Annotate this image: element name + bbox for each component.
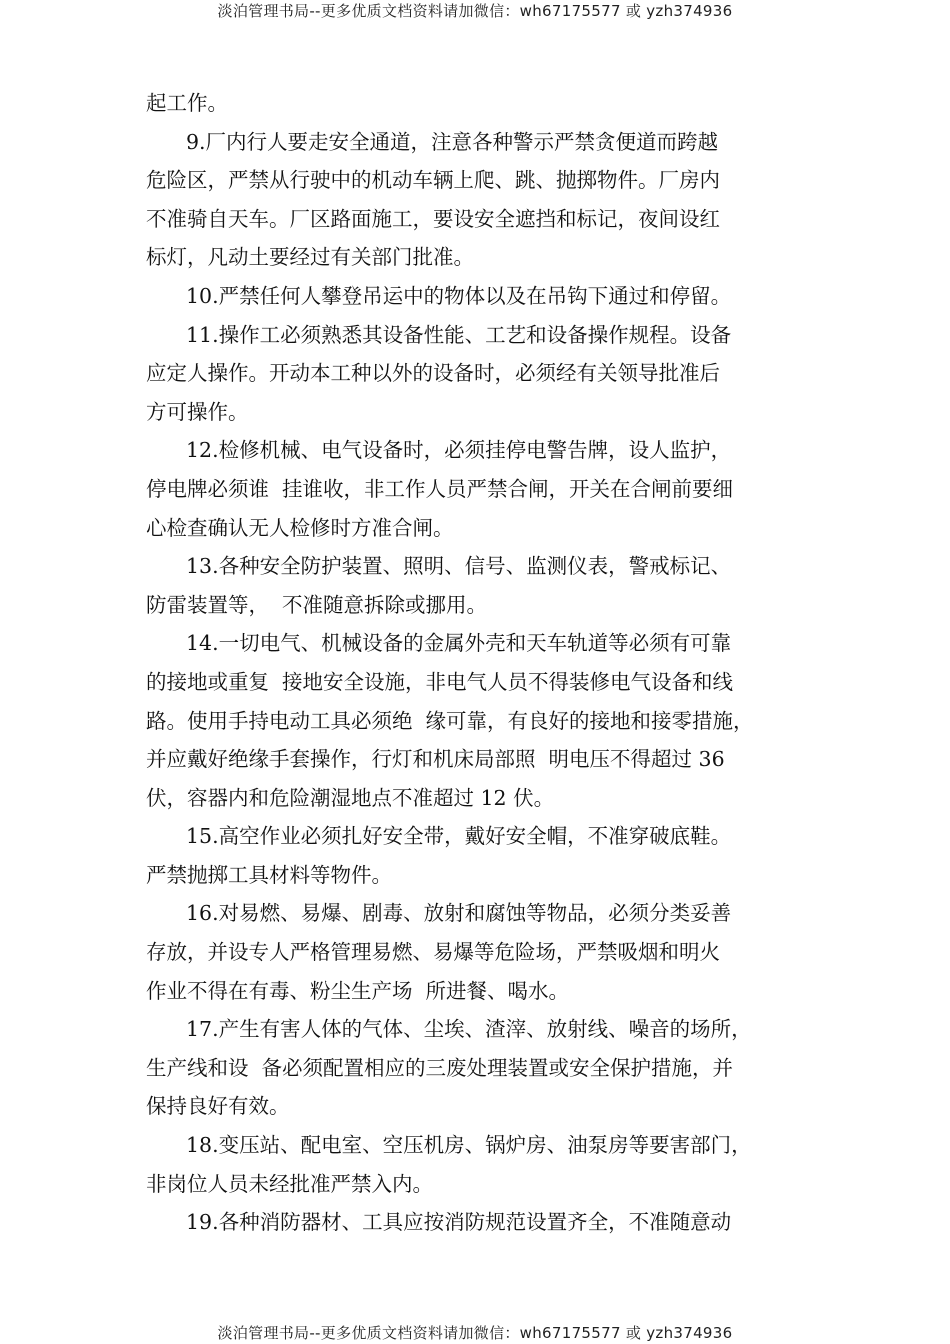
text-line: 停电牌必须谁 挂谁收，非工作人员严禁合闸，开关在合闸前要细 [146,476,734,501]
text-line: 13.各种安全防护装置、照明、信号、监测仪表，警戒标记、 [186,554,732,579]
text-line: 严禁抛掷工具材料等物件。 [146,862,392,887]
document-body [146,84,806,1242]
text-line: 10.严禁任何人攀登吊运中的物体以及在吊钩下通过和停留。 [186,283,732,308]
text-line: 并应戴好绝缘手套操作，行灯和机床局部照 明电压不得超过 36 [146,747,725,772]
text-line: 9.厂内行人要走安全通道，注意各种警示严禁贪便道而跨越 [186,129,719,154]
text-line: 起工作。 [146,91,228,115]
page-header: 淡泊管理书局--更多优质文档资料请加微信：wh67175577 或 yzh374936 [217,2,733,20]
text-line: 的接地或重复 接地安全设施，非电气人员不得装修电气设备和线 [146,669,734,694]
text-line: 危险区，严禁从行驶中的机动车辆上爬、跳、抛掷物件。厂房内 [146,168,720,193]
page-footer: 淡泊管理书局--更多优质文档资料请加微信：wh67175577 或 yzh374936 [217,1324,733,1342]
text-line: 14.一切电气、机械设备的金属外壳和天车轨道等必须有可靠 [186,631,732,656]
text-line: 17.产生有害人体的气体、尘埃、渣滓、放射线、噪音的场所， [186,1017,752,1042]
text-line: 非岗位人员未经批准严禁入内。 [146,1171,433,1196]
text-line: 12.检修机械、电气设备时，必须挂停电警告牌，设人监护， [186,438,732,463]
text-line: 作业不得在有毒、粉尘生产场 所进餐、喝水。 [146,978,570,1003]
text-line: 标灯，凡动土要经过有关部门批准。 [146,245,474,270]
text-line: 方可操作。 [146,399,249,424]
text-line: 11.操作工必须熟悉其设备性能、工艺和设备操作规程。设备 [186,322,732,347]
text-line: 16.对易燃、易爆、剧毒、放射和腐蚀等物品，必须分类妥善 [186,901,732,926]
text-line: 保持良好有效。 [146,1094,290,1119]
text-line: 18.变压站、配电室、空压机房、锅炉房、油泵房等要害部门， [186,1133,752,1158]
text-line: 15.高空作业必须扎好安全带，戴好安全帽，不准穿破底鞋。 [186,824,732,849]
text-line: 存放，并设专人严格管理易燃、易爆等危险场，严禁吸烟和明火 [146,940,720,965]
text-line: 应定人操作。开动本工种以外的设备时，必须经有关领导批准后 [146,361,720,386]
text-line: 19.各种消防器材、工具应按消防规范设置齐全，不准随意动 [186,1210,732,1235]
text-line: 路。使用手持电动工具必须绝 缘可靠，有良好的接地和接零措施， [146,708,754,733]
text-line: 生产线和设 备必须配置相应的三废处理装置或安全保护措施，并 [146,1055,734,1080]
text-line: 心检查确认无人检修时方准合闸。 [146,515,454,540]
text-line: 防雷装置等， 不准随意拆除或挪用。 [146,592,488,617]
text-line: 不准骑自天车。厂区路面施工，要设安全遮挡和标记，夜间设红 [146,206,720,231]
text-line: 伏，容器内和危险潮湿地点不准超过 12 伏。 [146,785,555,810]
